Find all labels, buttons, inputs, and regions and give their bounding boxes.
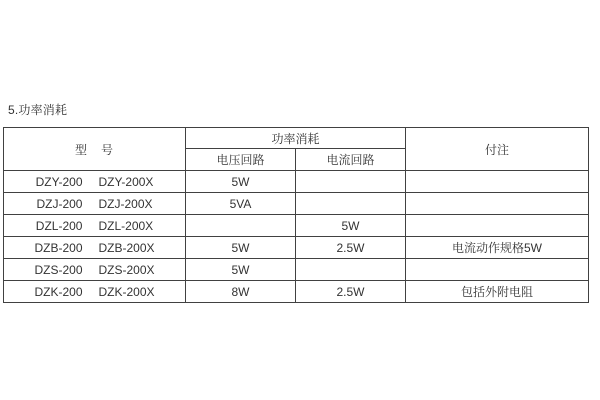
- model-primary: DZJ-200: [36, 196, 83, 211]
- current-circuit-cell: 5W: [296, 215, 406, 237]
- model-variant: DZS-200X: [98, 262, 155, 277]
- model-cell: [4, 259, 186, 281]
- table-body: [4, 171, 589, 303]
- model-variant: DZB-200X: [98, 240, 155, 255]
- header-model: 型 号: [4, 128, 186, 171]
- current-circuit-cell: [296, 259, 406, 281]
- section-title: 5.功率消耗: [8, 103, 68, 117]
- model-variant: DZY-200X: [98, 174, 154, 189]
- current-circuit-cell: 2.5W: [296, 281, 406, 303]
- note-cell: [406, 215, 589, 237]
- note-cell: 包括外附电阻: [406, 281, 589, 303]
- model-cell: [4, 171, 186, 193]
- table-row: [4, 281, 589, 303]
- header-power-consumption: 功率消耗: [186, 128, 406, 149]
- model-cell: [4, 193, 186, 215]
- model-primary: DZB-200: [34, 240, 83, 255]
- header-voltage-circuit: 电压回路: [186, 149, 296, 171]
- note-cell: 电流动作规格5W: [406, 237, 589, 259]
- model-primary: DZS-200: [34, 262, 83, 277]
- voltage-circuit-cell: 5W: [186, 237, 296, 259]
- header-current-circuit: 电流回路: [296, 149, 406, 171]
- current-circuit-cell: [296, 171, 406, 193]
- model-variant: DZL-200X: [98, 218, 154, 233]
- current-circuit-cell: [296, 193, 406, 215]
- voltage-circuit-cell: [186, 215, 296, 237]
- table-row: [4, 215, 589, 237]
- voltage-circuit-cell: 5W: [186, 259, 296, 281]
- model-cell: [4, 281, 186, 303]
- voltage-circuit-cell: 8W: [186, 281, 296, 303]
- model-primary: DZL-200: [35, 218, 83, 233]
- table-row: [4, 193, 589, 215]
- voltage-circuit-cell: 5VA: [186, 193, 296, 215]
- current-circuit-cell: 2.5W: [296, 237, 406, 259]
- model-primary: DZK-200: [34, 284, 83, 299]
- model-variant: DZK-200X: [98, 284, 155, 299]
- header-note: 付注: [406, 128, 589, 171]
- note-cell: [406, 259, 589, 281]
- power-consumption-table: [3, 127, 589, 303]
- note-cell: [406, 193, 589, 215]
- table-header: [4, 128, 589, 171]
- table-row: [4, 237, 589, 259]
- model-primary: DZY-200: [35, 174, 83, 189]
- voltage-circuit-cell: 5W: [186, 171, 296, 193]
- note-cell: [406, 171, 589, 193]
- model-variant: DZJ-200X: [98, 196, 153, 211]
- model-cell: [4, 237, 186, 259]
- table-row: [4, 259, 589, 281]
- table-row: [4, 171, 589, 193]
- model-cell: [4, 215, 186, 237]
